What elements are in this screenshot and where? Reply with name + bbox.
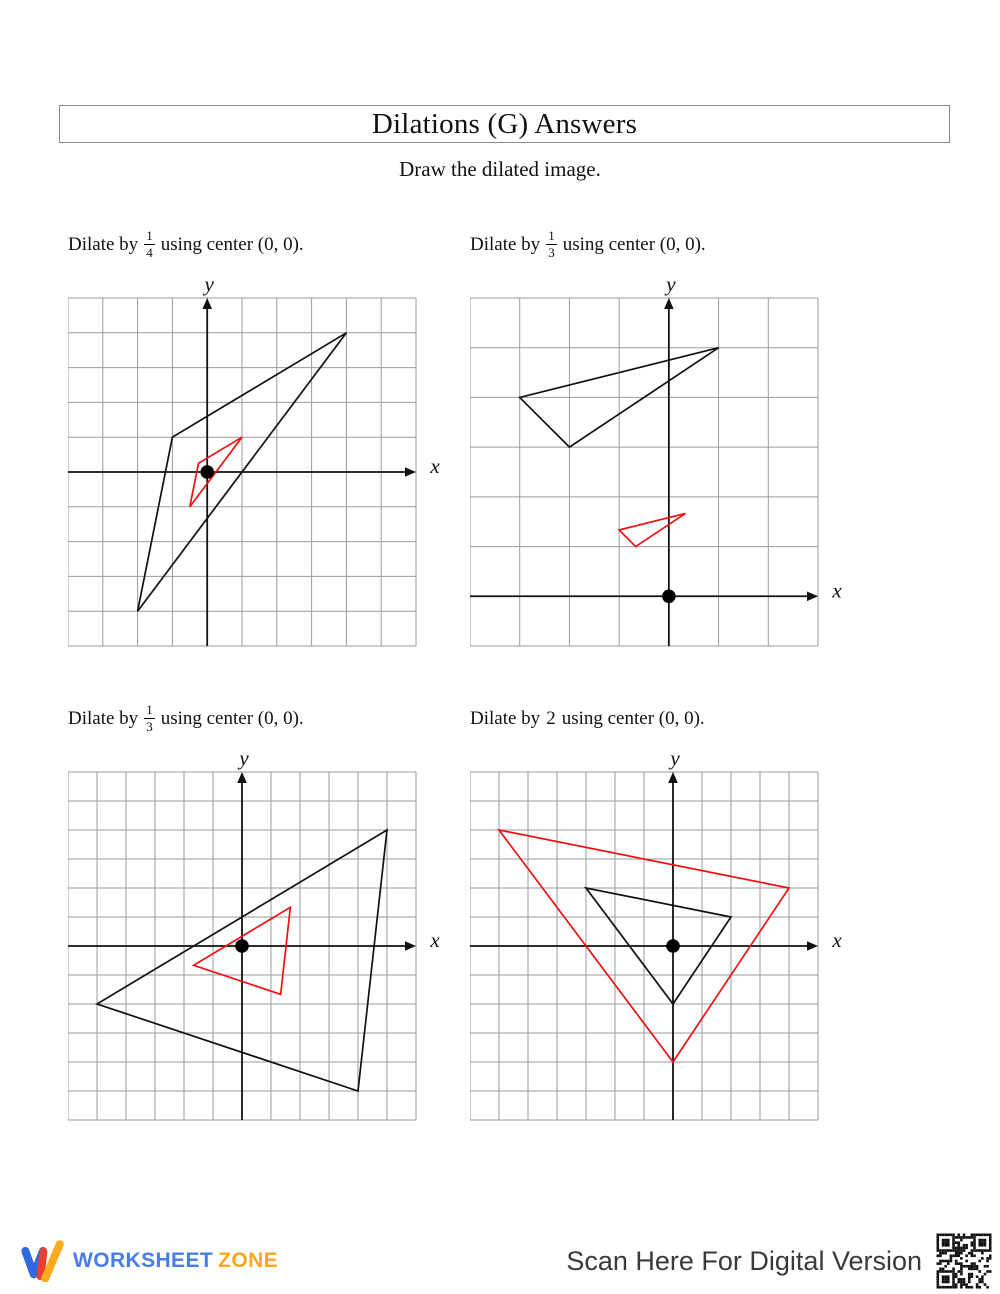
worksheet-zone-logo — [20, 1240, 278, 1282]
problem-instruction — [470, 224, 872, 266]
instruction-prefix: Dilate by — [68, 234, 139, 255]
title-box — [59, 105, 950, 143]
center-dot — [666, 939, 680, 953]
coordinate-grid-svg — [470, 274, 874, 652]
dilated-image-triangle — [619, 513, 685, 546]
y-axis-arrow — [668, 772, 678, 783]
fraction-numerator: 1 — [548, 227, 555, 243]
instruction-suffix: using center (0, 0). — [562, 234, 706, 255]
fraction-numerator: 1 — [146, 227, 153, 243]
coordinate-grid — [68, 274, 470, 652]
coordinate-grid — [470, 274, 872, 652]
x-axis-arrow — [807, 941, 818, 951]
center-dot — [200, 465, 214, 479]
logo-text-worksheet: WORKSHEET — [73, 1249, 214, 1272]
x-axis-label: x — [832, 928, 842, 952]
x-axis-label: x — [430, 928, 440, 952]
coordinate-grid-svg — [470, 748, 874, 1126]
fraction-denominator: 4 — [146, 244, 153, 260]
fraction-denominator: 3 — [146, 718, 153, 734]
coordinate-grid — [470, 748, 872, 1126]
y-axis-label: y — [239, 748, 249, 770]
y-axis-label: y — [204, 274, 214, 296]
scale-fraction — [546, 229, 557, 259]
fraction-denominator: 3 — [548, 244, 555, 260]
instruction-suffix: using center (0, 0). — [160, 708, 304, 729]
qr-code — [935, 1232, 993, 1290]
instruction-suffix: using center (0, 0). — [561, 708, 705, 729]
problems-grid — [68, 224, 872, 1126]
center-dot — [662, 589, 676, 603]
logo-text-zone: ZONE — [218, 1249, 279, 1272]
gridlines — [470, 298, 818, 646]
y-axis-arrow — [237, 772, 247, 783]
y-axis-arrow — [202, 298, 212, 309]
scan-here-text: Scan Here For Digital Version — [566, 1245, 922, 1276]
x-axis-arrow — [405, 941, 416, 951]
scale-fraction — [144, 229, 155, 259]
coordinate-grid — [68, 748, 470, 1126]
problem — [470, 698, 872, 1126]
page-title: Dilations (G) Answers — [371, 107, 638, 140]
worksheet-zone-w-icon — [20, 1240, 66, 1282]
y-axis-label: y — [666, 274, 676, 296]
scale-fraction — [144, 703, 155, 733]
problem — [470, 224, 872, 698]
instruction-prefix: Dilate by — [470, 234, 541, 255]
page-subtitle: Draw the dilated image. — [399, 157, 601, 181]
instruction-prefix: Dilate by — [470, 708, 541, 729]
instruction-suffix: using center (0, 0). — [160, 234, 304, 255]
x-axis-arrow — [405, 467, 416, 477]
center-dot — [235, 939, 249, 953]
x-axis-arrow — [807, 591, 818, 601]
problem-instruction — [470, 698, 872, 740]
problem-instruction — [68, 698, 470, 740]
scale-whole-number: 2 — [546, 708, 556, 729]
instruction-prefix: Dilate by — [68, 708, 139, 729]
problem — [68, 698, 470, 1126]
x-axis-label: x — [832, 578, 842, 603]
y-axis-arrow — [664, 298, 674, 309]
coordinate-grid-svg — [68, 274, 472, 652]
y-axis-label: y — [670, 748, 680, 770]
x-axis-label: x — [430, 454, 440, 478]
footer-right — [566, 1232, 993, 1290]
footer — [20, 1231, 993, 1291]
fraction-numerator: 1 — [146, 701, 153, 717]
coordinate-grid-svg — [68, 748, 472, 1126]
problem-instruction — [68, 224, 470, 266]
problem — [68, 224, 470, 698]
